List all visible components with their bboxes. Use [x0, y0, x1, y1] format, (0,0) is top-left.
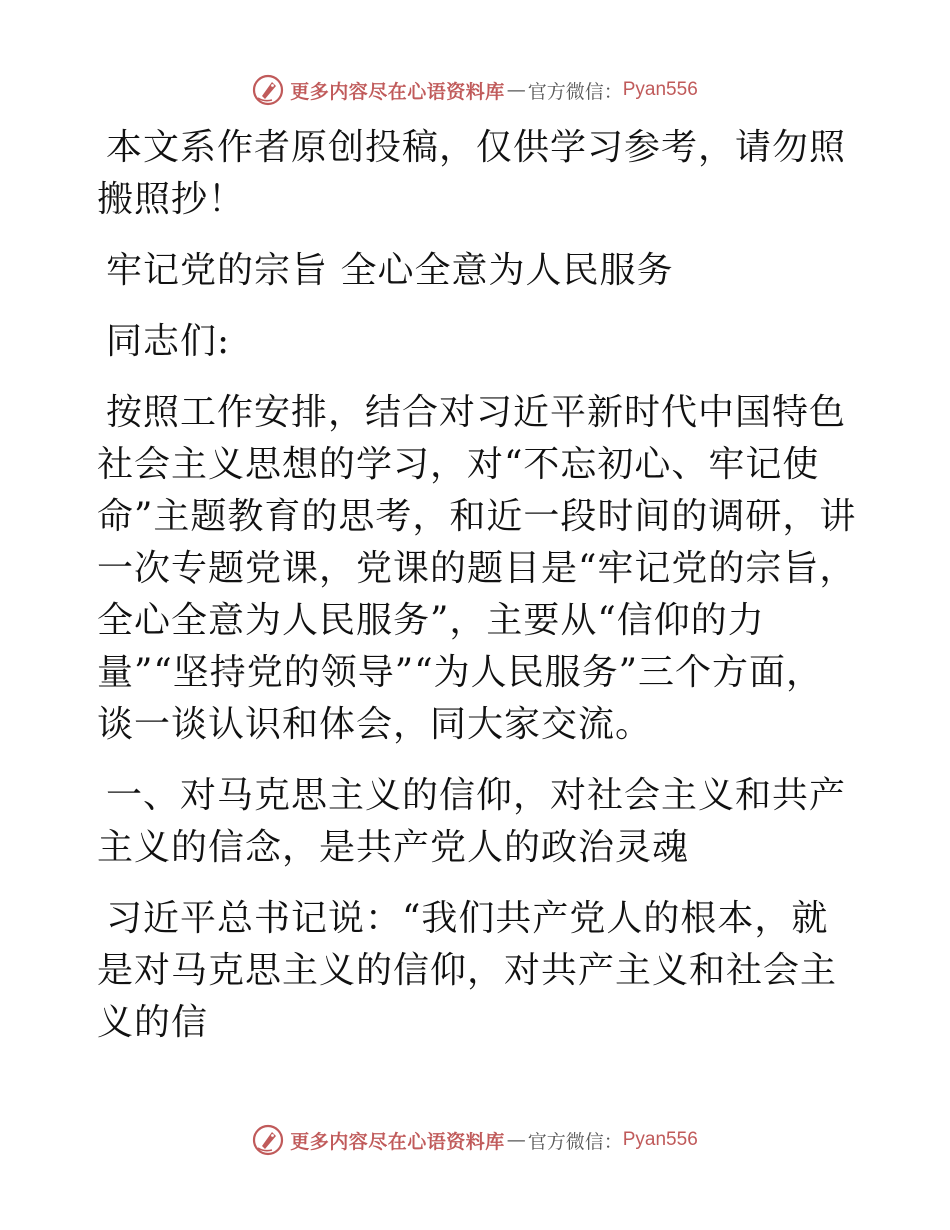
- footer-banner-label: 官方微信：: [527, 1130, 623, 1153]
- header-banner-label: 官方微信：: [527, 80, 623, 103]
- footer-banner-title: 更多内容尽在心语资料库: [290, 1130, 505, 1153]
- footer-banner-wechat-id: Pyan556: [622, 1129, 698, 1150]
- salutation: 同志们:: [106, 321, 231, 362]
- pen-nib-logo-icon: [252, 74, 284, 106]
- document-body: [97, 122, 857, 1068]
- header-banner-title: 更多内容尽在心语资料库: [290, 80, 505, 103]
- section-one-paragraph: 习近平总书记说：“我们共产党人的根本，就是对马克思主义的信仰，对共产主义和社会主义的信: [97, 898, 838, 1043]
- section-one-heading: 一、对马克思主义的信仰，对社会主义和共产主义的信念，是共产党人的政治灵魂: [97, 775, 847, 868]
- header-banner-dash: —: [506, 79, 526, 101]
- pen-nib-logo-icon: [252, 1124, 284, 1156]
- intro-paragraph: 按照工作安排，结合对习近平新时代中国特色社会主义思想的学习，对“不忘初心、牢记使命”主题教育的思考，和近一段时间的调研，讲一次专题党课，党课的题目是“牢记党的宗旨，全心全意为人民服务”，主要从“信仰的力量”“坚持党的领导”“为人民服务”三个方面，谈一谈认识和体会，同大家交流。: [97, 392, 857, 745]
- disclaimer-paragraph: 本文系作者原创投稿，仅供学习参考，请勿照搬照抄！: [97, 127, 847, 220]
- footer-banner-dash: —: [506, 1129, 526, 1151]
- header-banner: [0, 70, 950, 110]
- document-title: 牢记党的宗旨 全心全意为人民服务: [106, 250, 674, 291]
- footer-banner: [0, 1120, 950, 1160]
- header-banner-wechat-id: Pyan556: [622, 79, 698, 100]
